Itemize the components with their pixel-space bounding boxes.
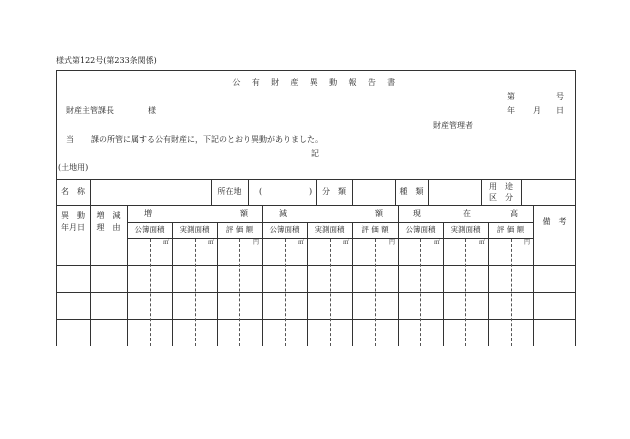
location-label: 所在地 (217, 187, 242, 196)
kind-label: 種 類 (399, 187, 424, 196)
row1-divider (248, 179, 249, 205)
unit-sqm: ㎡ (162, 239, 169, 246)
digit-separator (330, 239, 331, 346)
data-row-line-3 (56, 319, 576, 320)
increase-label-1: 増 (144, 209, 152, 218)
date-day: 日 (556, 106, 564, 115)
row1-divider (90, 179, 91, 205)
unit-sqm: ㎡ (297, 239, 304, 246)
page-title: 公 有 財 産 異 動 報 告 書 (232, 78, 400, 87)
date-month: 月 (533, 106, 541, 115)
data-row-line-1 (56, 265, 576, 266)
unit-sqm: ㎡ (207, 239, 214, 246)
digit-separator (150, 239, 151, 346)
use-label-2: 区 分 (489, 193, 513, 202)
row2-top-line (56, 205, 576, 206)
change-date-label-2: 年月日 (61, 223, 85, 232)
change-reason-label-1: 増 減 (96, 211, 121, 220)
row1-divider (352, 179, 353, 205)
ki-label: 記 (311, 149, 319, 158)
digit-separator (511, 239, 512, 346)
addressee-label: 財産主管課長 (66, 106, 114, 115)
report-form (56, 70, 576, 346)
remarks-label: 備 考 (542, 217, 567, 226)
increase-appraised-value: 評 価 額 (225, 225, 254, 234)
current-label-1: 現 (413, 209, 421, 218)
unit-sqm: ㎡ (478, 239, 485, 246)
location-paren-open: ( (259, 187, 263, 196)
current-measured-area: 実測面積 (450, 225, 481, 234)
name-label: 名 称 (61, 187, 85, 196)
decrease-measured-area: 実測面積 (314, 225, 345, 234)
current-label-2: 在 (463, 209, 471, 218)
increase-measured-area: 実測面積 (179, 225, 210, 234)
form-number: 様式第122号(第233条関係) (56, 56, 157, 65)
increase-registered-area: 公簿面積 (134, 225, 165, 234)
col-divider (533, 205, 534, 346)
decrease-appraised-value: 評 価 額 (361, 225, 389, 234)
change-date-label-1: 異 動 (61, 211, 85, 220)
digit-separator (375, 239, 376, 346)
row1-divider (521, 179, 522, 205)
unit-sqm: ㎡ (342, 239, 349, 246)
use-label-1: 用 途 (489, 182, 513, 191)
digit-separator (239, 239, 240, 346)
number-label: 第 (507, 92, 515, 101)
unit-yen: 円 (523, 239, 530, 246)
unit-yen: 円 (388, 239, 395, 246)
location-paren-close: ) (309, 187, 313, 196)
current-label-3: 高 (510, 209, 518, 218)
classification-label: 分 類 (322, 187, 346, 196)
addressee-honorific: 様 (148, 106, 156, 115)
number-suffix: 号 (556, 92, 564, 101)
unit-sqm: ㎡ (433, 239, 440, 246)
digit-separator (285, 239, 286, 346)
row1-divider (428, 179, 429, 205)
manager-label: 財産管理者 (433, 121, 473, 130)
digit-separator (195, 239, 196, 346)
intro-text: 課の所管に属する公有財産に，下記のとおり異動がありました。 (91, 135, 323, 144)
digit-separator (465, 239, 466, 346)
category-label: (土地用) (58, 163, 89, 172)
current-registered-area: 公簿面積 (405, 225, 436, 234)
digit-separator (420, 239, 421, 346)
intro-prefix: 当 (66, 135, 74, 144)
increase-label-2: 額 (240, 209, 248, 218)
change-reason-label-2: 理 由 (96, 223, 121, 232)
subheader-line (127, 222, 533, 223)
current-appraised-value: 評 価 額 (496, 225, 525, 234)
data-row-line-2 (56, 292, 576, 293)
date-year: 年 (507, 106, 515, 115)
decrease-label-2: 額 (375, 209, 383, 218)
unit-yen: 円 (252, 239, 259, 246)
decrease-label-1: 減 (279, 209, 287, 218)
decrease-registered-area: 公簿面積 (269, 225, 300, 234)
